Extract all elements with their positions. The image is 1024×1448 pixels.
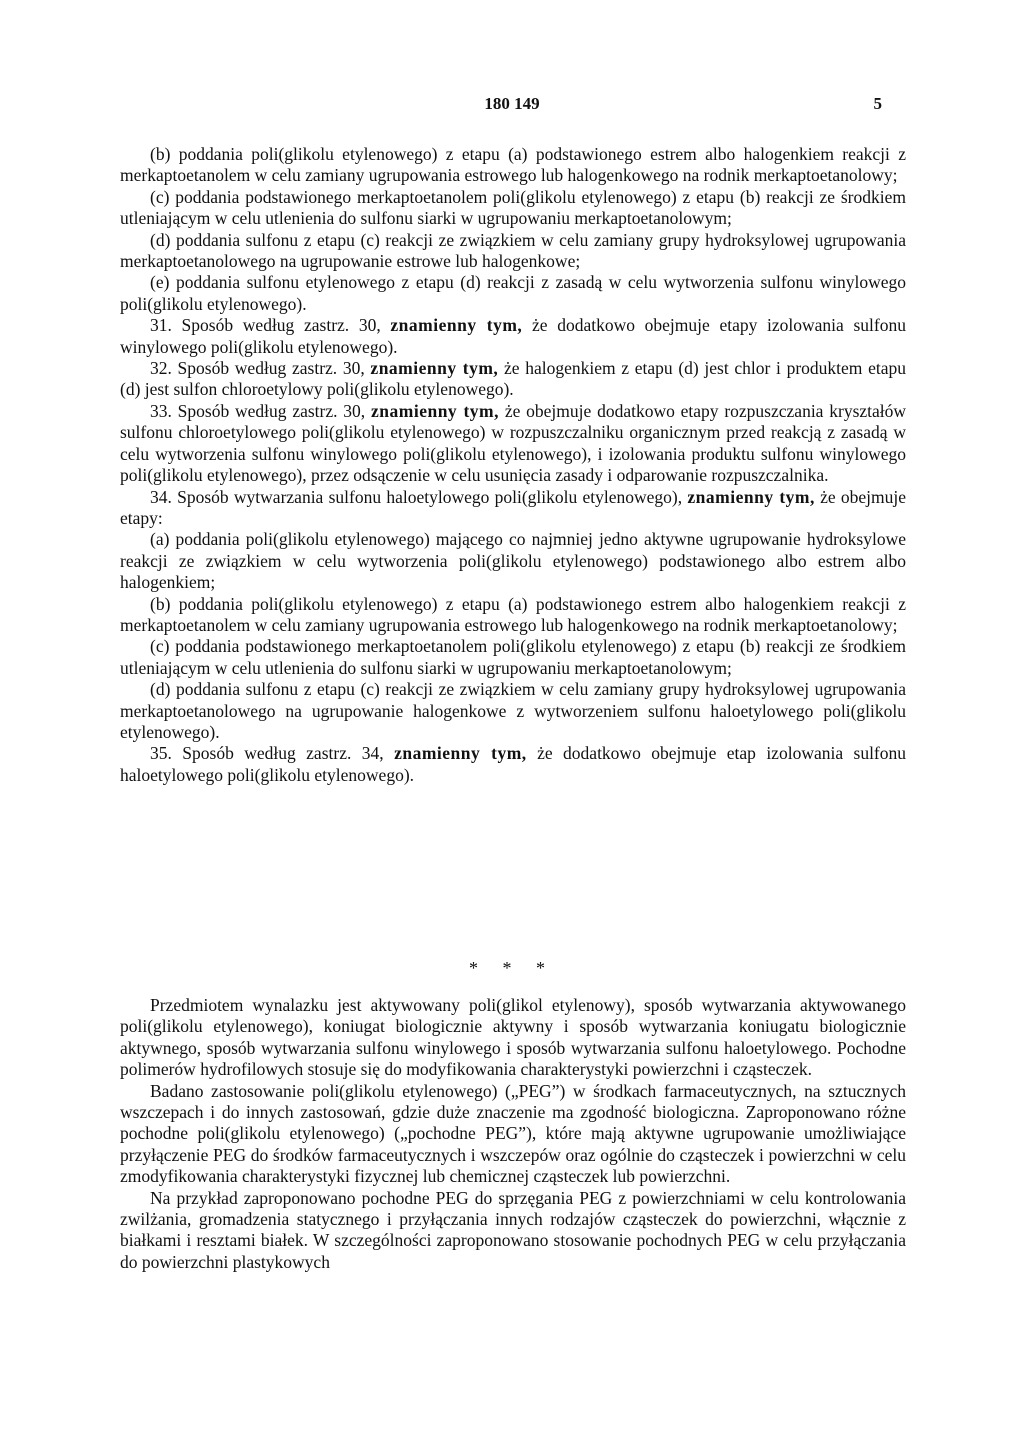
claim-text: 33. Sposób według zastrz. 30,	[150, 400, 366, 421]
claim-paragraph: (c) poddania podstawionego merkaptoetanolem poli(glikolu etylenowego) z etapu (b) reakcji ze środkiem utleniającym w celu utlenienia do sulfonu siarki w ugrupowaniu merkaptoetanolowym;	[120, 636, 906, 678]
claim-paragraph: (d) poddania sulfonu z etapu (c) reakcji ze związkiem w celu zamiany grupy hydroksylowej ugrupowania merkaptoetanolowego na ugrupowanie halogenkowe z wytworzeniem sulfonu haloetylowego poli(glikolu etylenowego).	[120, 679, 906, 742]
claim-33	[120, 401, 906, 487]
claim-paragraph: (b) poddania poli(glikolu etylenowego) z etapu (a) podstawionego estrem albo halogenkiem reakcji z merkaptoetanolem w celu zamiany ugrupowania estrowego lub halogenkowego na rodnik merkaptoetanolowy;	[120, 144, 906, 186]
claim-text: że dodatkowo obejmuje etap izolowania sulfonu haloetylowego poli(glikolu etylenowego).	[120, 743, 907, 785]
claim-34	[120, 487, 906, 530]
claim-text: że obejmuje dodatkowo etapy rozpuszczania kryształów sulfonu chloroetylowego poli(glikolu etylenowego) w rozpuszczalniku organicznym przed reakcją z zasadą w celu wytworzenia sulfonu winylowego poli(glikolu etylenowego), i izolowania produktu sulfonu winylowego poli(glikolu etylenowego), przez odsączenie w celu usunięcia zasady i odparowanie rozpuszczalnika.	[120, 400, 907, 486]
claim-35	[120, 743, 906, 786]
page-number: 5	[873, 94, 882, 113]
claim-text: że dodatkowo obejmuje etapy izolowania sulfonu winylowego poli(glikolu etylenowego).	[120, 315, 906, 357]
patent-number: 180 149	[484, 94, 540, 113]
description-section	[120, 995, 906, 1273]
section-separator: * * *	[469, 958, 555, 978]
description-paragraph: Badano zastosowanie poli(glikolu etylenowego) („PEG”) w środkach farmaceutycznych, na sztucznych wszczepach i do innych zastosowań, gdzie duże znaczenie ma zgodność biologiczna. Zaproponowano różne pochodne poli(glikolu etylenowego) („pochodne PEG”), które mają aktywne ugrupowanie umożliwiające przyłączenie PEG do środków farmaceutycznych i wszczepów oraz ogólnie do cząsteczek i powierzchni w celu zmodyfikowania charakterystyki fizycznej lub chemicznej cząsteczek lub powierzchni.	[120, 1080, 906, 1187]
claim-paragraph: (c) poddania podstawionego merkaptoetanolem poli(glikolu etylenowego) z etapu (b) reakcji ze środkiem utleniającym w celu utlenienia do sulfonu siarki w ugrupowaniu merkaptoetanolowym;	[120, 186, 906, 229]
description-paragraph: Na przykład zaproponowano pochodne PEG do sprzęgania PEG z powierzchniami w celu kontrolowania zwilżania, gromadzenia statycznego i przyłączania innych rodzajów cząsteczek do powierzchni, włącznie z białkami i resztami białek. W szczególności zaproponowano stosowanie pochodnych PEG w celu przyłączania do powierzchni plastykowych	[120, 1187, 906, 1272]
claim-paragraph: (a) poddania poli(glikolu etylenowego) mającego co najmniej jedno aktywne ugrupowanie hydroksylowe reakcji ze związkiem w celu wytworzenia poli(glikolu etylenowego) podstawionego albo estrem albo halogenkiem;	[120, 529, 906, 593]
claim-text: 32. Sposób według zastrz. 30,	[150, 358, 365, 379]
claim-keyword: znamienny tym,	[370, 358, 499, 379]
description-paragraph: Przedmiotem wynalazku jest aktywowany poli(glikol etylenowy), sposób wytwarzania aktywowanego poli(glikolu etylenowego), koniugat biologicznie aktywny i sposób wytwarzania koniugatu biologicznie aktywnego, sposób wytwarzania sulfonu winylowego i sposób wytwarzania sulfonu haloetylowego. Pochodne polimerów hydrofilowych stosuje się do modyfikowania charakterystyki powierzchni i cząsteczek.	[120, 995, 906, 1080]
claim-31	[120, 315, 906, 358]
claim-paragraph: (e) poddania sulfonu etylenowego z etapu (d) reakcji z zasadą w celu wytworzenia sulfonu winylowego poli(glikolu etylenowego).	[120, 272, 906, 314]
claim-paragraph: (b) poddania poli(glikolu etylenowego) z etapu (a) podstawionego estrem albo halogenkiem reakcji z merkaptoetanolem w celu zamiany ugrupowania estrowego lub halogenkowego na rodnik merkaptoetanolowy;	[120, 593, 906, 635]
claim-keyword: znamienny tym,	[390, 315, 523, 336]
claim-paragraph: (d) poddania sulfonu z etapu (c) reakcji ze związkiem w celu zamiany grupy hydroksylowej ugrupowania merkaptoetanolowego na ugrupowanie estrowe lub halogenkowe;	[120, 229, 906, 272]
claims-section	[120, 144, 906, 786]
claim-text: że halogenkiem z etapu (d) jest chlor i produktem etapu (d) jest sulfon chloroetylowy poli(glikolu etylenowego).	[120, 358, 906, 400]
claim-text: że obejmuje etapy:	[120, 486, 907, 528]
claim-keyword: znamienny tym,	[394, 743, 527, 764]
claim-text: 31. Sposób według zastrz. 30,	[150, 315, 381, 336]
claim-keyword: znamienny tym,	[371, 400, 500, 421]
claim-text: 35. Sposób według zastrz. 34,	[150, 743, 384, 764]
claim-keyword: znamienny tym,	[687, 486, 815, 507]
claim-32	[120, 358, 906, 401]
claim-text: 34. Sposób wytwarzania sulfonu haloetylowego poli(glikolu etylenowego),	[150, 486, 683, 507]
page-header	[0, 94, 1024, 116]
